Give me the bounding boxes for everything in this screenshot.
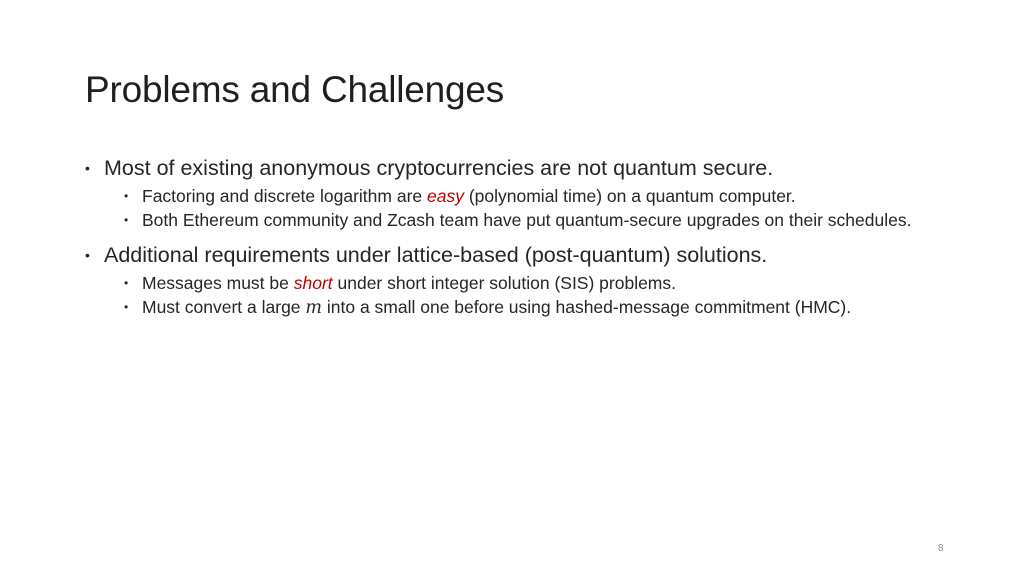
sub-bullet-dot-icon: • (124, 189, 129, 203)
sub-bullet-group (85, 184, 965, 232)
sub-bullet-item (85, 271, 965, 295)
sub-bullet-text-after: into a small one before using hashed-message commitment (HMC). (322, 297, 852, 317)
bullet-item (85, 239, 965, 271)
sub-bullet-item (85, 208, 965, 232)
sub-bullet-text: Both Ethereum community and Zcash team have put quantum-secure upgrades on their schedules. (142, 210, 912, 230)
sub-bullet-text-after: under short integer solution (SIS) problems. (332, 273, 677, 293)
emphasis-text: short (293, 273, 333, 293)
sub-bullet-dot-icon: • (124, 300, 129, 314)
sub-bullet-dot-icon: • (124, 213, 129, 227)
bullet-list (85, 152, 965, 327)
math-variable: m (305, 298, 323, 318)
bullet-dot-icon: • (85, 247, 90, 263)
sub-bullet-dot-icon: • (124, 276, 129, 290)
emphasis-text: easy (427, 186, 464, 206)
sub-bullet-text-before: Must convert a large (142, 297, 306, 317)
sub-bullet-text-after: (polynomial time) on a quantum computer. (463, 186, 796, 206)
sub-bullet-text-before: Messages must be (142, 273, 294, 293)
bullet-text: Most of existing anonymous cryptocurrencies are not quantum secure. (104, 156, 774, 180)
sub-bullet-item (85, 184, 965, 208)
bullet-text: Additional requirements under lattice-based (post-quantum) solutions. (104, 243, 768, 267)
bullet-item (85, 152, 965, 184)
slide-title: Problems and Challenges (85, 69, 505, 110)
page-number: 8 (938, 543, 944, 554)
sub-bullet-item (85, 295, 965, 320)
bullet-dot-icon: • (85, 160, 90, 176)
sub-bullet-group (85, 271, 965, 320)
sub-bullet-text-before: Factoring and discrete logarithm are (142, 186, 427, 206)
